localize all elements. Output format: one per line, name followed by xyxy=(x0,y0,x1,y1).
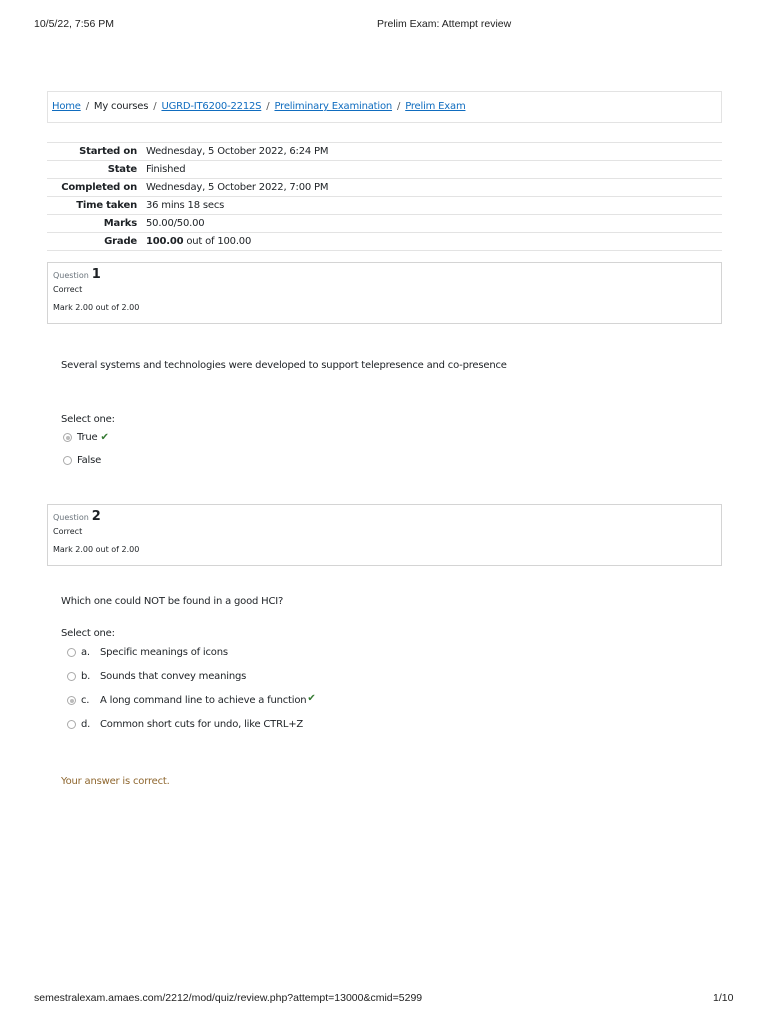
option-label: True xyxy=(77,432,98,443)
summary-row-time-taken xyxy=(47,197,722,215)
grade-out-of: out of 100.00 xyxy=(183,236,252,247)
option-letter: b. xyxy=(81,671,91,682)
question-number xyxy=(53,509,716,524)
question-state: Correct xyxy=(53,285,83,294)
radio-button[interactable] xyxy=(67,672,76,681)
question-2-option-b[interactable] xyxy=(67,671,246,682)
option-label: Specific meanings of icons xyxy=(100,647,228,658)
question-state: Correct xyxy=(53,527,83,536)
question-2-feedback: Your answer is correct. xyxy=(61,776,170,787)
option-label: A long command line to achieve a function xyxy=(100,695,307,706)
question-1-option-true[interactable] xyxy=(63,432,109,443)
summary-label: Grade xyxy=(104,236,137,247)
summary-label: State xyxy=(107,164,137,175)
print-page-number: 1/10 xyxy=(713,992,734,1004)
summary-value: 36 mins 18 secs xyxy=(146,200,225,211)
breadcrumb-separator: / xyxy=(153,101,157,112)
option-label: False xyxy=(77,455,102,466)
question-2-option-a[interactable] xyxy=(67,647,228,658)
question-2-info xyxy=(47,504,722,566)
summary-label: Started on xyxy=(79,146,137,157)
print-title: Prelim Exam: Attempt review xyxy=(377,18,512,30)
summary-row-started xyxy=(47,143,722,161)
summary-row-grade xyxy=(47,233,722,251)
option-letter: a. xyxy=(81,647,90,658)
question-number xyxy=(53,267,716,282)
option-letter: d. xyxy=(81,719,91,730)
question-1-info xyxy=(47,262,722,324)
radio-button[interactable] xyxy=(67,696,76,705)
question-2-text: Which one could NOT be found in a good HCI? xyxy=(61,596,284,607)
question-number-value: 2 xyxy=(91,509,101,524)
summary-label: Completed on xyxy=(61,182,137,193)
breadcrumb-separator: / xyxy=(85,101,89,112)
breadcrumb-home-link[interactable]: Home xyxy=(52,101,81,112)
summary-value: Finished xyxy=(146,164,186,175)
option-label: Common short cuts for undo, like CTRL+Z xyxy=(100,719,304,730)
question-label: Question xyxy=(53,271,89,280)
radio-button[interactable] xyxy=(63,456,72,465)
print-url: semestralexam.amaes.com/2212/mod/quiz/review.php?attempt=13000&cmid=5299 xyxy=(34,992,423,1004)
breadcrumb-separator: / xyxy=(266,101,270,112)
summary-value: Wednesday, 5 October 2022, 6:24 PM xyxy=(146,146,329,157)
question-2-select-label: Select one: xyxy=(61,628,115,639)
option-letter: c. xyxy=(81,695,90,706)
breadcrumb-section-link[interactable]: Preliminary Examination xyxy=(274,101,393,112)
attempt-summary-table xyxy=(47,142,722,251)
summary-value: Wednesday, 5 October 2022, 7:00 PM xyxy=(146,182,329,193)
summary-label: Marks xyxy=(103,218,137,229)
question-mark: Mark 2.00 out of 2.00 xyxy=(53,303,140,312)
print-datetime: 10/5/22, 7:56 PM xyxy=(34,18,114,30)
summary-row-completed xyxy=(47,179,722,197)
summary-row-marks xyxy=(47,215,722,233)
question-1-text: Several systems and technologies were developed to support telepresence and co-presence xyxy=(61,360,507,371)
breadcrumb-course-link[interactable]: UGRD-IT6200-2212S xyxy=(161,101,262,112)
summary-row-state xyxy=(47,161,722,179)
summary-label: Time taken xyxy=(76,200,137,211)
breadcrumb-my-courses: My courses xyxy=(93,101,149,112)
option-label: Sounds that convey meanings xyxy=(100,671,247,682)
question-2-option-c[interactable] xyxy=(67,695,316,706)
check-icon: ✔ xyxy=(100,432,109,443)
radio-button[interactable] xyxy=(67,720,76,729)
summary-value xyxy=(146,236,722,247)
check-icon: ✔ xyxy=(307,693,316,704)
question-1-option-false[interactable] xyxy=(63,455,101,466)
question-label: Question xyxy=(53,513,89,522)
breadcrumb xyxy=(47,91,722,123)
question-number-value: 1 xyxy=(91,267,101,282)
question-mark: Mark 2.00 out of 2.00 xyxy=(53,545,140,554)
summary-value: 50.00/50.00 xyxy=(146,218,205,229)
breadcrumb-quiz-link[interactable]: Prelim Exam xyxy=(405,101,466,112)
question-1-select-label: Select one: xyxy=(61,414,115,425)
question-2-option-d[interactable] xyxy=(67,719,303,730)
radio-button[interactable] xyxy=(63,433,72,442)
breadcrumb-separator: / xyxy=(397,101,401,112)
grade-score: 100.00 xyxy=(146,236,184,247)
radio-button[interactable] xyxy=(67,648,76,657)
